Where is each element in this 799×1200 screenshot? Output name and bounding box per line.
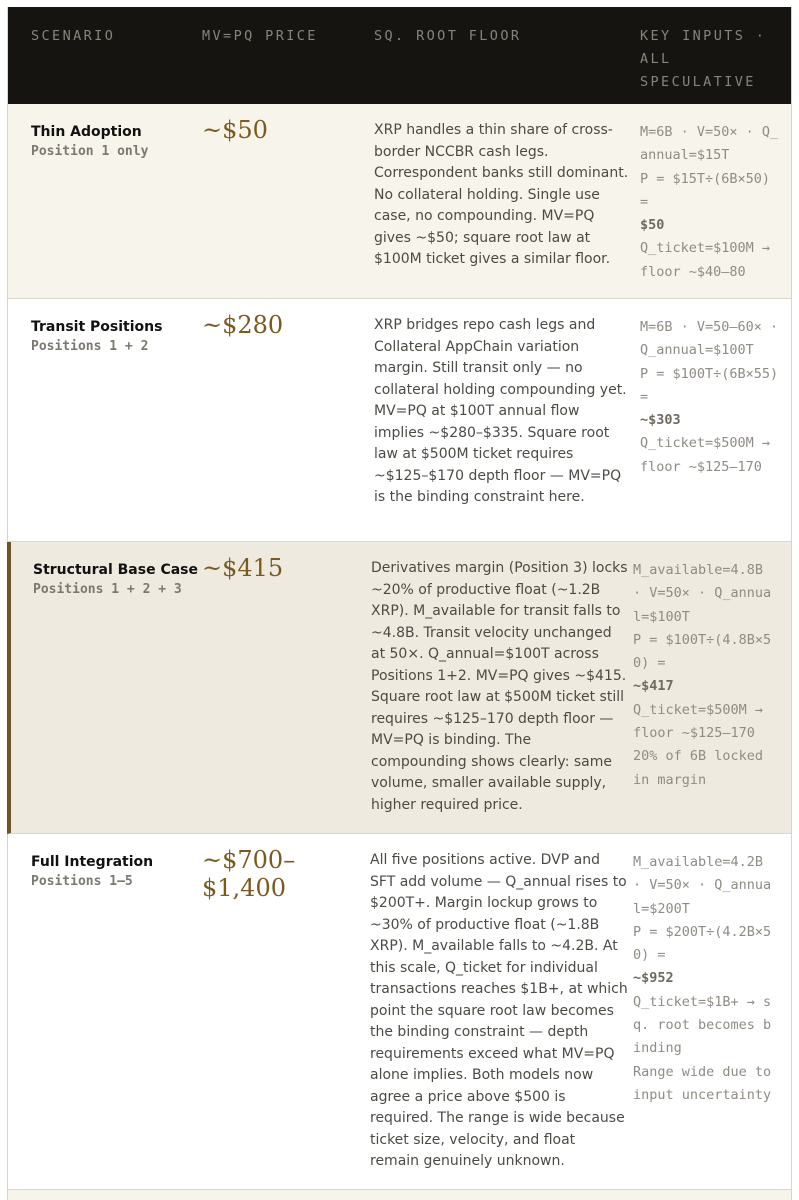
scenario-positions: Positions 1 + 2 — [31, 339, 149, 354]
scenario-inputs — [633, 559, 773, 792]
scenario-name: Full Integration — [31, 854, 154, 870]
input-line: P = $200T÷(4.2B×50) = — [633, 923, 772, 964]
table-row-highlighted — [7, 542, 791, 834]
header-scenario: SCENARIO — [31, 28, 116, 44]
header-floor: SQ. ROOT FLOOR — [374, 28, 522, 44]
table-row — [8, 834, 791, 1190]
table-row — [8, 299, 791, 542]
scenario-positions: Position 1 only — [31, 144, 149, 159]
input-line: Q_ticket=$500M → floor ~$125–170 — [640, 435, 771, 475]
input-line: M=6B · V=50–60× · Q_annual=$100T — [640, 319, 779, 359]
input-line: M_available=4.2B · V=50× · Q_annual=$200T — [633, 854, 772, 917]
input-line: 20% of 6B locked in margin — [633, 748, 764, 788]
scenario-description: All five positions active. DVP and SFT add volume — Q_annual rises to $200T+. Margin lockup grows to ~30% of productive float (~1.8B XRP). M_available falls to ~4.2B. At this scale, Q_ticket for individual transactions reaches $1B+, at which point the square root law becomes the binding constraint — depth requirements exceed what MV=PQ alone implies. Both models now agree a price above $500 is required. The range is wide because ticket size, velocity, and float remain genuinely unknown. — [370, 852, 628, 1169]
header-inputs: KEY INPUTS · ALL SPECULATIVE — [640, 28, 767, 90]
input-line: Range wide due to input uncertainty — [633, 1063, 772, 1103]
scenario-name: Thin Adoption — [31, 124, 142, 140]
input-line: P = $100T÷(6B×55) = — [640, 365, 779, 405]
scenario-price: ~$415 — [202, 554, 284, 582]
input-line: Q_ticket=$100M → floor ~$40–80 — [640, 240, 771, 280]
header-price: MV=PQ PRICE — [202, 28, 318, 44]
input-result: $50 — [640, 217, 665, 234]
scenario-description: Derivatives margin (Position 3) locks ~20% of productive float (~1.2B XRP). M_available for transit falls to ~4.8B. Transit velocity unchanged at 50×. Q_annual=$100T across Positions 1+2. MV=PQ gives ~$415. Square root law at $500M ticket still requires ~$125–170 depth floor — MV=PQ is binding. The compounding shows clearly: same volume, smaller available supply, higher required price. — [371, 560, 628, 813]
input-line: M=6B · V=50× · Q_annual=$15T — [640, 124, 779, 164]
scenario-description: XRP handles a thin share of cross-border NCCBR cash legs. Correspondent banks still dominant. No collateral holding. Single use case, no compounding. MV=PQ gives ~$50; square root law at $100M ticket gives a similar floor. — [374, 122, 629, 267]
scenario-name: Transit Positions — [31, 319, 163, 335]
input-line: Q_ticket=$1B+ → sq. root becomes binding — [633, 993, 772, 1057]
input-line: P = $15T÷(6B×50) = — [640, 170, 771, 210]
scenario-positions: Positions 1–5 — [31, 874, 133, 889]
scenario-inputs — [640, 121, 780, 284]
input-result: ~$952 — [633, 970, 674, 987]
input-result: ~$417 — [633, 678, 674, 695]
input-result: ~$303 — [640, 412, 681, 429]
scenario-price: ~$280 — [202, 311, 284, 339]
table-header — [8, 7, 791, 104]
input-line: M_available=4.8B · V=50× · Q_annual=$100T — [633, 562, 772, 625]
input-line: Q_ticket=$500M → floor ~$125–170 — [633, 701, 764, 742]
scenario-inputs — [633, 851, 773, 1107]
table-row — [8, 104, 791, 299]
scenario-inputs — [640, 316, 780, 479]
scenario-table — [7, 7, 792, 1200]
scenario-description: XRP bridges repo cash legs and Collateral AppChain variation margin. Still transit only — no collateral holding compounding yet. MV=PQ at $100T annual flow implies ~$280–$335. Square root law at $500M ticket requires ~$125–$170 depth floor — MV=PQ is the binding constraint here. — [374, 317, 627, 505]
scenario-name: Structural Base Case — [33, 562, 198, 578]
input-line: P = $100T÷(4.8B×50) = — [633, 631, 772, 672]
scenario-price: ~$700–$1,400 — [202, 846, 296, 902]
scenario-positions: Positions 1 + 2 + 3 — [33, 582, 182, 597]
scenario-price: ~$50 — [202, 116, 268, 144]
